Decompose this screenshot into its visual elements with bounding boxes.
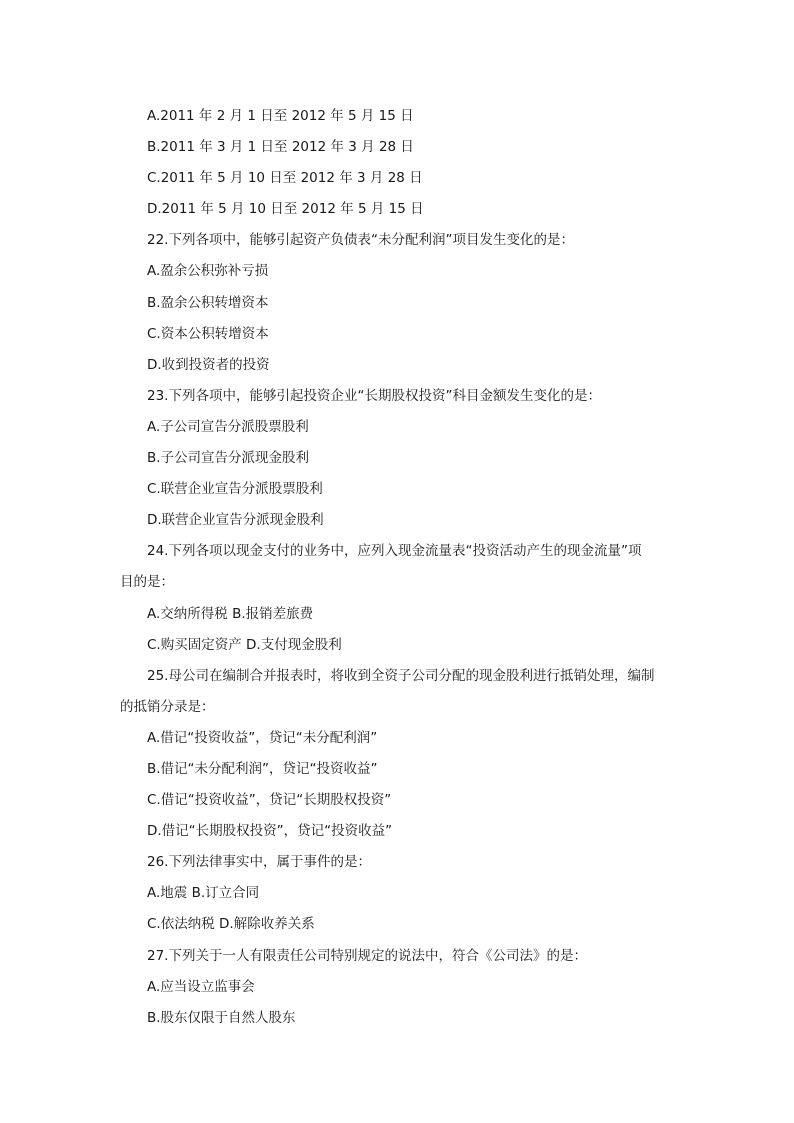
- q24-stem-line1: 24.下列各项以现金支付的业务中，应列入现金流量表“投资活动产生的现金流量”项: [147, 543, 642, 560]
- q23-option-d: D.联营企业宣告分派现金股利: [147, 512, 324, 529]
- q22-option-a: A.盈余公积弥补亏损: [147, 263, 269, 280]
- question-list: [120, 101, 680, 1034]
- q22-option-c: C.资本公积转增资本: [147, 325, 269, 342]
- q25-option-d: D.借记“长期股权投资”，贷记“投资收益”: [147, 823, 393, 840]
- q21-option-b: B.2011 年 3 月 1 日至 2012 年 3 月 28 日: [147, 139, 414, 156]
- q21-option-c: C.2011 年 5 月 10 日至 2012 年 3 月 28 日: [147, 170, 423, 187]
- q26-stem: 26.下列法律事实中，属于事件的是：: [147, 854, 371, 871]
- q27-stem: 27.下列关于一人有限责任公司特别规定的说法中，符合《公司法》的是：: [147, 947, 587, 964]
- q23-option-b: B.子公司宣告分派现金股利: [147, 450, 310, 467]
- q25-stem-line2: 的抵销分录是：: [120, 698, 215, 715]
- q26-options-ab: A.地震 B.订立合同: [147, 885, 260, 902]
- q24-options-cd: C.购买固定资产 D.支付现金股利: [147, 636, 342, 653]
- q26-options-cd: C.依法纳税 D.解除收养关系: [147, 916, 315, 933]
- q21-option-d: D.2011 年 5 月 10 日至 2012 年 5 月 15 日: [147, 201, 424, 218]
- q24-options-ab: A.交纳所得税 B.报销差旅费: [147, 605, 314, 622]
- q22-option-d: D.收到投资者的投资: [147, 356, 270, 373]
- q23-option-a: A.子公司宣告分派股票股利: [147, 418, 309, 435]
- q27-option-a: A.应当设立监事会: [147, 978, 255, 995]
- q22-stem: 22.下列各项中，能够引起资产负债表“未分配利润”项目发生变化的是：: [147, 232, 574, 249]
- q22-option-b: B.盈余公积转增资本: [147, 294, 269, 311]
- q21-option-a: A.2011 年 2 月 1 日至 2012 年 5 月 15 日: [147, 108, 414, 124]
- q23-stem: 23.下列各项中，能够引起投资企业“长期股权投资”科目金额发生变化的是：: [147, 387, 601, 404]
- q25-option-a: A.借记“投资收益”，贷记“未分配利润”: [147, 729, 378, 746]
- q25-option-c: C.借记“投资收益”，贷记“长期股权投资”: [147, 792, 392, 809]
- q25-stem-line1: 25.母公司在编制合并报表时，将收到全资子公司分配的现金股利进行抵销处理，编制: [147, 667, 655, 684]
- q23-option-c: C.联营企业宣告分派股票股利: [147, 481, 323, 498]
- q25-option-b: B.借记“未分配利润”，贷记“投资收益”: [147, 760, 378, 777]
- q24-stem-line2: 目的是：: [120, 574, 174, 591]
- q27-option-b: B.股东仅限于自然人股东: [147, 1009, 296, 1026]
